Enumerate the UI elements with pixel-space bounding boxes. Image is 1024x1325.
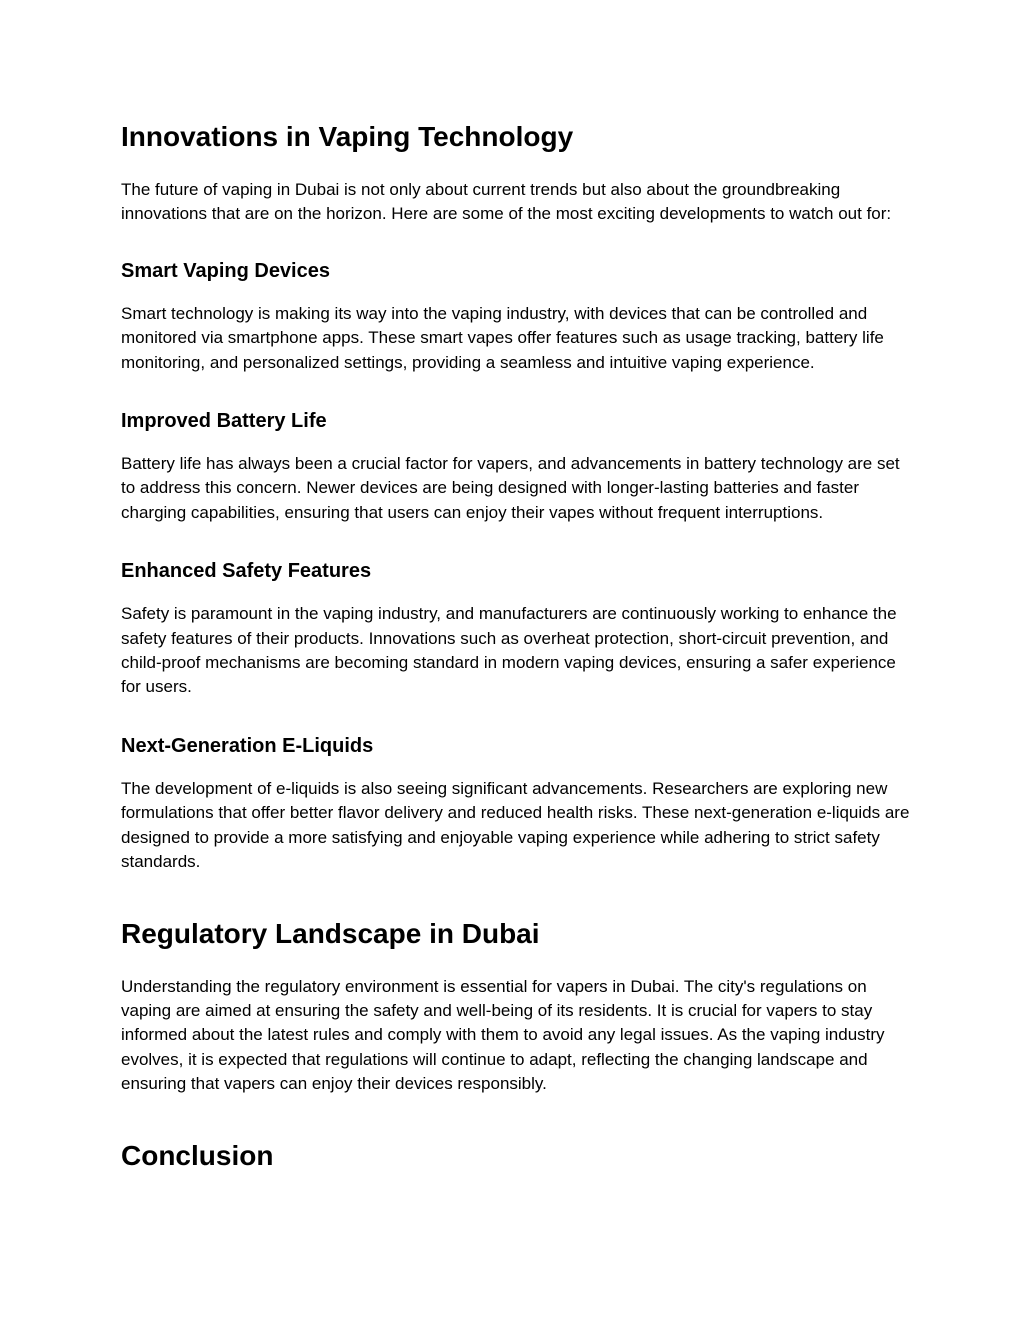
section-heading-conclusion: Conclusion bbox=[121, 1139, 274, 1171]
subsection-paragraph-safety-features: Safety is paramount in the vaping industry, and manufacturers are continuously working to enhance the safety features of their products. Innovations such as overheat protection, short-circuit prevention, and child-proof mechanisms are becoming standard in modern vaping devices, ensuring a safer experience for users. bbox=[121, 604, 897, 697]
section-paragraph-regulatory: Understanding the regulatory environment is essential for vapers in Dubai. The city's regulations on vaping are aimed at ensuring the safety and well-being of its residents. It is crucial for vapers to stay informed about the latest rules and comply with them to avoid any legal issues. As the vaping industry evolves, it is expected that regulations will continue to adapt, reflecting the changing landscape and ensuring that vapers can enjoy their devices responsibly. bbox=[121, 976, 885, 1094]
subsection-heading-e-liquids: Next-Generation E-Liquids bbox=[121, 734, 374, 757]
document-body bbox=[121, 118, 911, 1197]
section-paragraph-innovations: The future of vaping in Dubai is not only about current trends but also about the groundbreaking innovations that are on the horizon. Here are some of the most exciting developments to watch out for: bbox=[121, 180, 892, 224]
subsection-heading-smart-devices: Smart Vaping Devices bbox=[121, 259, 330, 282]
subsection-paragraph-smart-devices: Smart technology is making its way into the vaping industry, with devices that can be controlled and monitored via smartphone apps. These smart vapes offer features such as usage tracking, battery life monitoring, and personalized settings, providing a seamless and intuitive vaping experience. bbox=[121, 303, 884, 372]
section-heading-regulatory: Regulatory Landscape in Dubai bbox=[121, 917, 540, 949]
subsection-heading-safety-features: Enhanced Safety Features bbox=[121, 560, 372, 583]
subsection-paragraph-e-liquids: The development of e-liquids is also seeing significant advancements. Researchers are exploring new formulations that offer better flavor delivery and reduced health risks. These next-generation e-liquids are designed to provide a more satisfying and enjoyable vaping experience while adhering to strict safety standards. bbox=[121, 778, 910, 872]
section-heading-innovations: Innovations in Vaping Technology bbox=[121, 121, 574, 152]
subsection-paragraph-battery-life: Battery life has always been a crucial factor for vapers, and advancements in battery technology are set to address this concern. Newer devices are being designed with longer-lasting batteries and faster charging capabilities, ensuring that users can enjoy their vapes without frequent interruptions. bbox=[121, 454, 900, 522]
subsection-heading-battery-life: Improved Battery Life bbox=[121, 410, 327, 433]
